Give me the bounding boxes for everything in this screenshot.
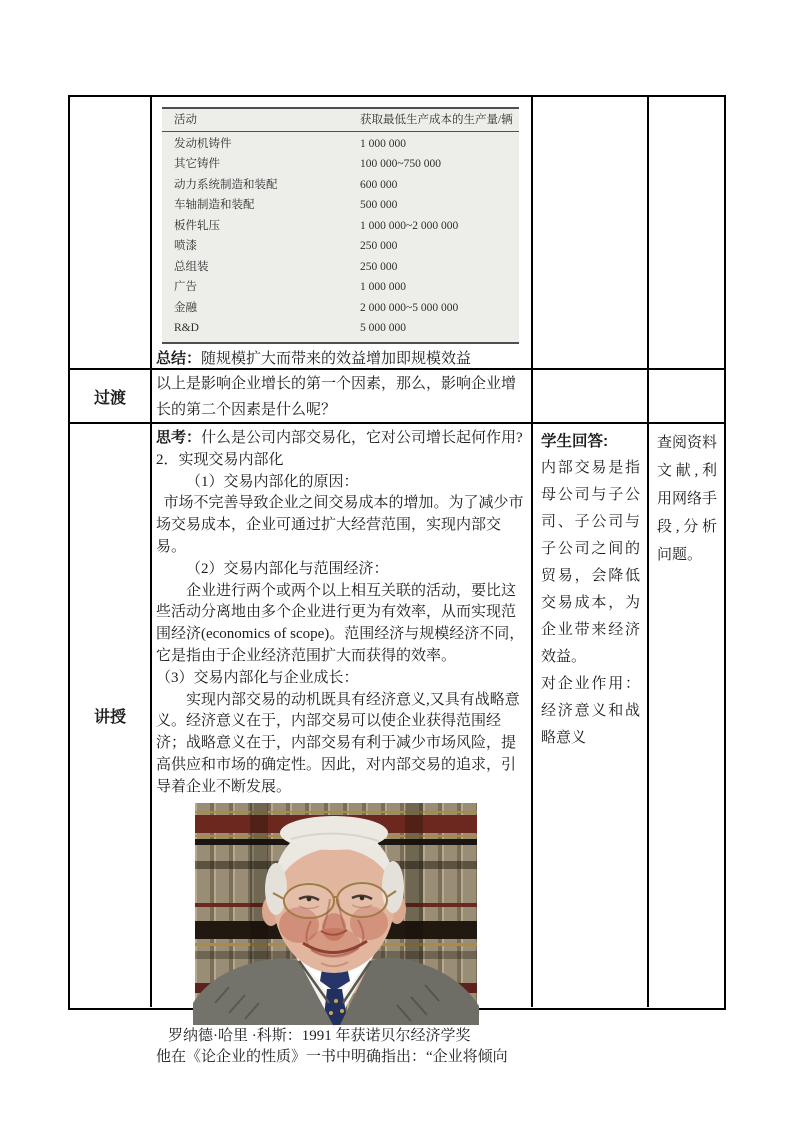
mini-table-body	[162, 132, 519, 344]
mini-table-row	[162, 134, 519, 155]
mini-table-volume: 250 000	[360, 240, 398, 253]
mini-table-activity: 发动机铸件	[174, 137, 232, 150]
mini-table-volume: 1 000 000	[360, 137, 406, 150]
student-answer	[533, 424, 647, 752]
mini-table-volume: 5 000 000	[360, 322, 406, 335]
stage-label-teaching	[70, 422, 150, 1007]
row3-student-cell	[531, 422, 647, 1007]
photo-caption: 罗纳德·哈里 ·科斯：1991 年获诺贝尔经济学奖	[168, 1027, 471, 1044]
mini-table-volume: 1 000 000~2 000 000	[360, 219, 459, 232]
think-text: 什么是公司内部交易化，它对公司增长起何作用?	[201, 430, 523, 446]
mini-table-header-activity: 活动	[174, 114, 197, 126]
mini-table-activity: 广告	[174, 281, 197, 294]
row1-content-cell	[150, 97, 531, 368]
teaching-paragraph: 市场不完善导致企业之间交易成本的增加。为了减少市场交易成本，企业可通过扩大经营范围，实现内部交易。	[156, 495, 524, 555]
stage-label-teaching-text: 讲授	[93, 709, 126, 726]
row2-content-cell	[150, 368, 531, 422]
teaching-paragraphs	[156, 450, 527, 799]
teaching-content	[152, 424, 531, 1068]
mini-table-row	[162, 216, 519, 237]
lesson-plan-table	[68, 95, 726, 1065]
mini-table-volume: 1 000 000	[360, 281, 406, 294]
mini-table-volume: 250 000	[360, 260, 398, 273]
teaching-paragraph: 企业进行两个或两个以上相互关联的活动，要比这些活动分离地由多个企业进行更为有效率，从而实现范围经济(economics of scope)。范围经济与规模经济不同，它是指由于企业经济范围扩大而获得的效率。	[156, 582, 525, 664]
student-answer-label: 学生回答:	[541, 433, 609, 450]
mini-table-row	[162, 196, 519, 217]
student-answer-paragraph-2: 对企业作用：经济意义和战略意义	[541, 676, 640, 746]
teaching-paragraph: （2）交易内部化与范围经济：	[186, 560, 389, 577]
summary-line	[156, 349, 531, 369]
method-note	[649, 424, 724, 569]
mini-table-row	[162, 175, 519, 196]
closing-text: 他在《论企业的性质》一书中明确指出：“企业将倾向	[156, 1048, 508, 1065]
mini-table-activity: 车轴制造和装配	[174, 199, 255, 212]
teaching-paragraph: （1）交易内部化的原因：	[186, 473, 359, 490]
stage-label-transition-text: 过渡	[93, 389, 126, 407]
mini-table-activity: 其它铸件	[174, 158, 220, 171]
mini-table-volume: 600 000	[360, 178, 398, 191]
transition-text: 以上是影响企业增长的第一个因素，那么，影响企业增长的第二个因素是什么呢？	[156, 376, 517, 418]
mini-table-activity: 总组装	[174, 260, 209, 273]
teaching-paragraph: 实现内部交易的动机既具有经济意义,又具有战略意义。经济意义在于，内部交易可以使企业获得范围经济；战略意义在于，内部交易有利于减少市场风险，提高供应和市场的确定性。因此，对内部交易的追求，引导着企业不断发展。	[156, 691, 520, 795]
mini-table-header-volume: 获取最低生产成本的生产量/辆	[360, 114, 513, 126]
row1-student-cell	[531, 97, 647, 368]
row3-method-cell	[647, 422, 724, 1007]
row1-stage-cell	[70, 97, 150, 368]
row3-content-cell	[150, 422, 531, 1065]
mini-table-row	[162, 237, 519, 258]
mini-table-row	[162, 257, 519, 278]
summary-text: 随规模扩大而带来的效益增加即规模效益	[201, 351, 472, 367]
student-answer-paragraph-1: 内部交易是指母公司与子公司、子公司与子公司之间的贸易，会降低交易成本，为企业带来经济效益。	[541, 460, 640, 665]
row2-student-cell	[531, 368, 647, 422]
think-line	[156, 427, 527, 450]
mini-table-row	[162, 278, 519, 299]
teaching-paragraph: 2．实现交易内部化	[156, 451, 284, 468]
mini-table-activity: 动力系统制造和装配	[174, 178, 278, 191]
mini-table-volume: 100 000~750 000	[360, 158, 441, 171]
mini-table-row	[162, 298, 519, 319]
ronald-coase-photo	[195, 803, 477, 1023]
mini-table-activity: 板件轧压	[174, 219, 220, 232]
mini-table-row	[162, 319, 519, 340]
row2-method-cell	[647, 368, 724, 422]
mini-table-activity: 喷漆	[174, 240, 197, 253]
teaching-paragraph: （3）交易内部化与企业成长：	[156, 669, 359, 686]
mini-table-header	[162, 107, 519, 132]
stage-label-transition	[70, 368, 150, 422]
mini-table-volume: 2 000 000~5 000 000	[360, 301, 459, 314]
mini-table-activity: R&D	[174, 322, 199, 335]
mini-table-row	[162, 155, 519, 176]
row1-method-cell	[647, 97, 724, 368]
summary-label: 总结：	[156, 350, 202, 367]
method-text: 查阅资料文献,利用网络手段,分析问题。	[657, 435, 718, 563]
coase-portrait-illustration	[195, 803, 477, 1023]
think-label: 思考：	[156, 429, 202, 446]
production-scale-table	[162, 107, 519, 344]
mini-table-volume: 500 000	[360, 199, 398, 212]
mini-table-activity: 金融	[174, 301, 197, 314]
